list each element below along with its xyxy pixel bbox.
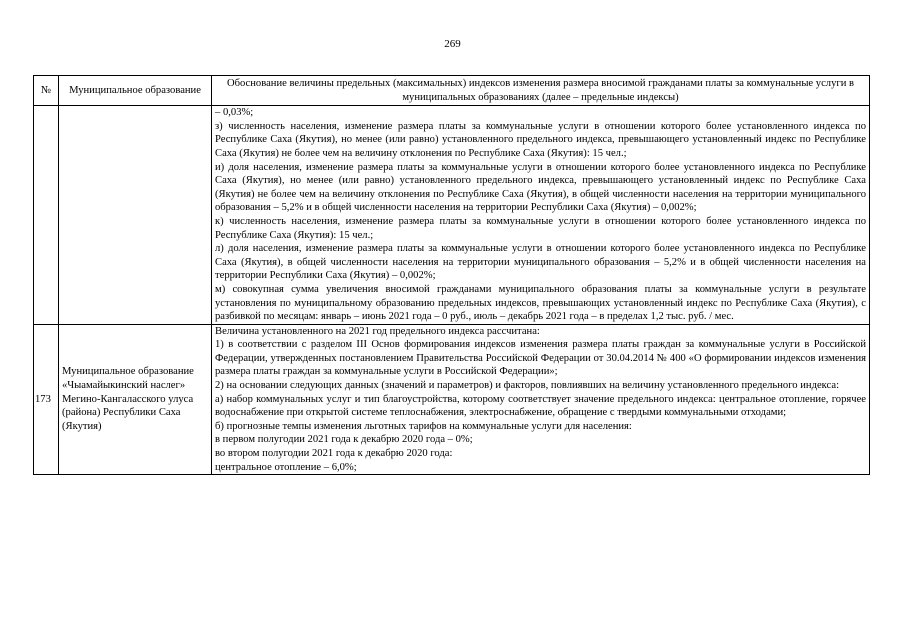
basis-paragraph: во втором полугодии 2021 года к декабрю 2020 года: [215, 448, 453, 460]
row-municipality: Муниципальное образование «Чыамайыкинский наслег» Мегино-Кангаласского улуса (района) Республики Саха (Якутия) [59, 324, 212, 475]
basis-paragraph: а) набор коммунальных услуг и тип благоустройства, которому соответствует значение предельного индекса: центральное отопление, горячее водоснабжение при открытой системе теплоснабжения, электроснабжение, обращение с твердыми коммунальными отходами; [215, 393, 866, 419]
table-row [34, 324, 870, 475]
row-basis [212, 324, 870, 475]
header-basis: Обоснование величины предельных (максимальных) индексов изменения размера вносимой гражданами платы за коммунальные услуги в муниципальных образованиях (далее – предельные индексы) [212, 76, 870, 106]
basis-paragraph: к) численность населения, изменение размера платы за коммунальные услуги в отношении которого более установленного индекса по Республике Саха (Якутия): 15 чел.; [215, 215, 866, 241]
basis-paragraph: 1) в соответствии с разделом III Основ формирования индексов изменения размера платы граждан за коммунальные услуги в Российской Федерации, утвержденных постановлением Правительства Российской Федерации от 30.04.2014 № 400 «О формировании индексов изменения размера платы граждан за коммунальные услуги в Российской Федерации»; [215, 339, 866, 378]
table-row [34, 106, 870, 325]
basis-paragraph: и) доля населения, изменение размера платы за коммунальные услуги в отношении которого более установленного индекса по Республике Саха (Якутия), но менее (или равно) установленного предельного индекса, превышающего установленный индекс по Республике Саха (Якутия) не более чем на величину отклонения по Республике Саха (Якутия), в общей численности населения на территории муниципального образования – 5,2% и в общей численности населения на территории Республики Саха (Якутия) – 0,002%; [215, 161, 866, 214]
row-basis [212, 106, 870, 325]
basis-paragraph: з) численность населения, изменение размера платы за коммунальные услуги в отношении которого более установленного индекса по Республике Саха (Якутия), но менее (или равно) установленного предельного индекса, превышающего установленный индекс по Республике Саха (Якутия) не более чем на величину отклонения по Республике Саха (Якутия): 15 чел.; [215, 120, 866, 159]
row-number [34, 106, 59, 325]
table-header-row [34, 76, 870, 106]
page-number: 269 [444, 38, 461, 50]
basis-paragraph: л) доля населения, изменение размера платы за коммунальные услуги в отношении которого более установленного индекса по Республике Саха (Якутия), в общей численности населения на территории муниципального образования – 5,2% и в общей численности населения на территории Республики Саха (Якутия) – 0,002%; [215, 243, 866, 282]
basis-paragraph: – 0,03%; [215, 107, 254, 119]
header-municipality: Муниципальное образование [59, 76, 212, 106]
municipal-index-table [33, 75, 870, 475]
basis-paragraph: б) прогнозные темпы изменения льготных тарифов на коммунальные услуги для населения: [215, 420, 632, 432]
basis-paragraph: в первом полугодии 2021 года к декабрю 2020 года – 0%; [215, 434, 473, 446]
basis-paragraph: центральное отопление – 6,0%; [215, 461, 357, 473]
basis-paragraph: м) совокупная сумма увеличения вносимой гражданами муниципального образования платы за коммунальные услуги в результате установления по муниципальному образованию предельных индексов, превышающих установленный индекс по Республике Саха (Якутия), с разбивкой по месяцам: январь – июнь 2021 года – 0 руб., июль – декабрь 2021 года – в пределах 1,2 тыс. руб. / мес. [215, 283, 866, 323]
row-municipality [59, 106, 212, 325]
header-number: № [34, 76, 59, 106]
basis-paragraph: 2) на основании следующих данных (значений и параметров) и факторов, повлиявших на величину установленного предельного индекса: [215, 380, 840, 392]
basis-paragraph: Величина установленного на 2021 год предельного индекса рассчитана: [215, 325, 540, 337]
row-number: 173 [34, 324, 59, 475]
